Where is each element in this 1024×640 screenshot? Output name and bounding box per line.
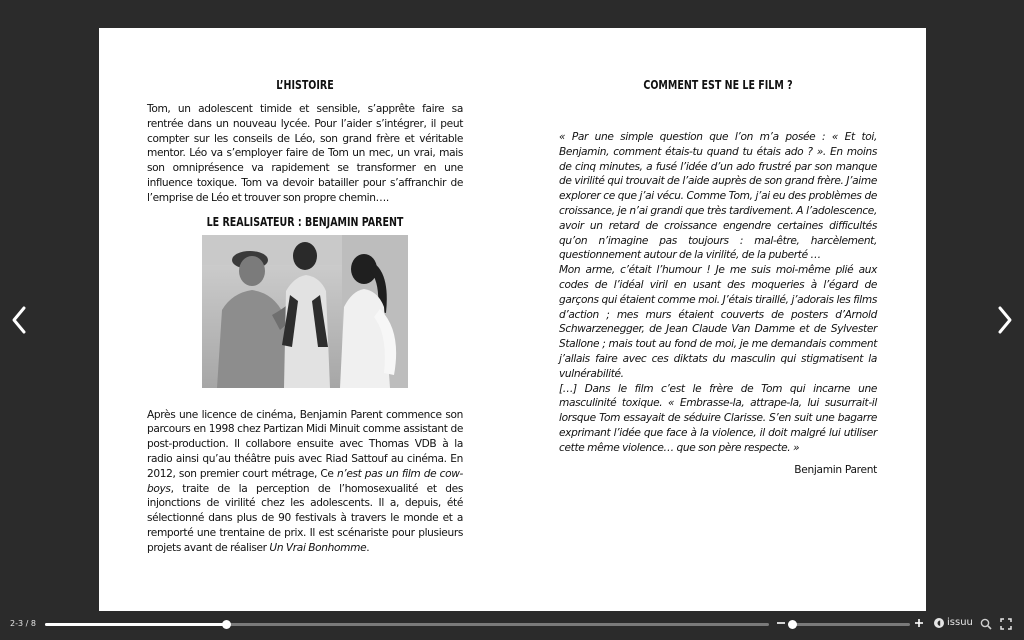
realisateur-heading: LE REALISATEUR : BENJAMIN PARENT bbox=[206, 214, 404, 229]
left-page bbox=[147, 76, 463, 556]
issuu-brand-text: issuu bbox=[947, 617, 973, 628]
bio-text-2: , traite de la perception de l’homosexualité et des injonctions de virilité chez les adolescents. Il a, depuis, été sélectionné dans plus de 90 festivals à travers le monde et a remporté une trentaine de prix. Il est scénariste pour plusieurs projets avant de réaliser bbox=[147, 482, 463, 554]
page-counter: 2-3 / 8 bbox=[10, 619, 36, 628]
zoom-in-button[interactable] bbox=[914, 615, 924, 633]
fullscreen-button[interactable] bbox=[999, 617, 1013, 631]
making-of-heading: COMMENT EST NE LE FILM ? bbox=[643, 78, 793, 92]
chevron-left-icon bbox=[10, 305, 28, 335]
issuu-logo[interactable] bbox=[934, 617, 973, 628]
director-bio-paragraph bbox=[147, 408, 463, 556]
progress-handle[interactable] bbox=[222, 620, 231, 629]
fullscreen-icon bbox=[1000, 618, 1012, 630]
bio-film-title-1: n’est pas un film de cow-boys bbox=[147, 467, 464, 495]
quote-paragraph-2: Mon arme, c’était l’humour ! Je me suis moi-même plié aux codes de l’idéal viril en usant des moqueries à l’égard de garçons qui étaient comme moi. J’étais tiraillé, j’adorais les films d’action ; mes murs étaient couverts de posters d’Arnold Schwarzenegger, de Jean Claude Van Damme et de Sylvester Stallone ; mais tout au fond de moi, je me demandais comment j’allais faire avec ces diktats du masculin qui stigmatisent la vulnérabilité. bbox=[559, 264, 877, 380]
progress-fill bbox=[45, 623, 226, 626]
signature: Benjamin Parent bbox=[794, 463, 877, 476]
next-page-button[interactable] bbox=[990, 300, 1020, 340]
director-photo bbox=[202, 235, 408, 388]
chevron-right-icon bbox=[996, 305, 1014, 335]
issuu-badge-icon: ◖ bbox=[934, 618, 944, 628]
quote-paragraph-3: […] Dans le film c’est le frère de Tom qui incarne une masculinité toxique. « Embrasse-la, attrape-la, lui susurrait-il lorsque Tom essayait de séduire Clarisse. S’en suit une bagarre exprimant l’idée que face à la violence, il doit malgré lui utiliser cette même violence… que son père respecte. » bbox=[559, 382, 877, 454]
search-icon bbox=[980, 618, 992, 630]
zoom-slider[interactable] bbox=[792, 623, 910, 626]
histoire-paragraph: Tom, un adolescent timide et sensible, s’apprête faire sa rentrée dans un nouveau lycée. Pour l’aider s’intégrer, il peut compter sur les conseils de Léo, son grand frère et véritable mentor. Léo va s’employer faire de Tom un mec, un vrai, mais son omniprésence va rapidement se transformer en une influence toxique. Tom va devoir batailler pour s’affranchir de l’emprise de Léo et trouver son propre chemin…. bbox=[147, 103, 463, 204]
zoom-out-button[interactable] bbox=[776, 615, 786, 633]
quote-paragraph-1: « Par une simple question que l’on m’a posée : « Et toi, Benjamin, comment étais-tu quand tu étais ado ? ». En moins de cinq minutes, a fusé l’idée d’un ado frustré par son manque de virilité qui trouvait de l’aide auprès de son grand frère. J’aime explorer ce que j’ai vécu. Comme Tom, j’ai eu des problèmes de croissance, je n’ai grandi que très tardivement. A l’adolescence, avoir un retard de croissance engendre certaines difficultés qu’on n’imagine pas toujours : mal-être, harcèlement, questionnement autour de la virilité, de la puberté … bbox=[559, 131, 877, 262]
plus-icon bbox=[914, 615, 924, 630]
right-page bbox=[559, 76, 877, 476]
search-button[interactable] bbox=[979, 617, 993, 631]
histoire-heading: L’HISTOIRE bbox=[276, 78, 334, 92]
document-spread bbox=[99, 28, 926, 611]
minus-icon bbox=[776, 615, 786, 630]
bio-film-title-2: Un Vrai Bonhomme bbox=[269, 541, 367, 554]
bio-text-end: . bbox=[366, 541, 370, 554]
previous-page-button[interactable] bbox=[4, 300, 34, 340]
zoom-handle[interactable] bbox=[788, 620, 797, 629]
page-progress-slider[interactable] bbox=[45, 623, 769, 626]
bio-text-1: Après une licence de cinéma, Benjamin Parent commence son parcours en 1998 chez Partizan Midi Minuit comme assistant de post-production. Il collabore ensuite avec Thomas VDB à la radio ainsi qu’au théâtre puis avec Riad Sattouf au cinéma. En 2012, son premier court métrage, Ce bbox=[147, 408, 463, 480]
viewer-toolbar bbox=[0, 612, 1024, 640]
